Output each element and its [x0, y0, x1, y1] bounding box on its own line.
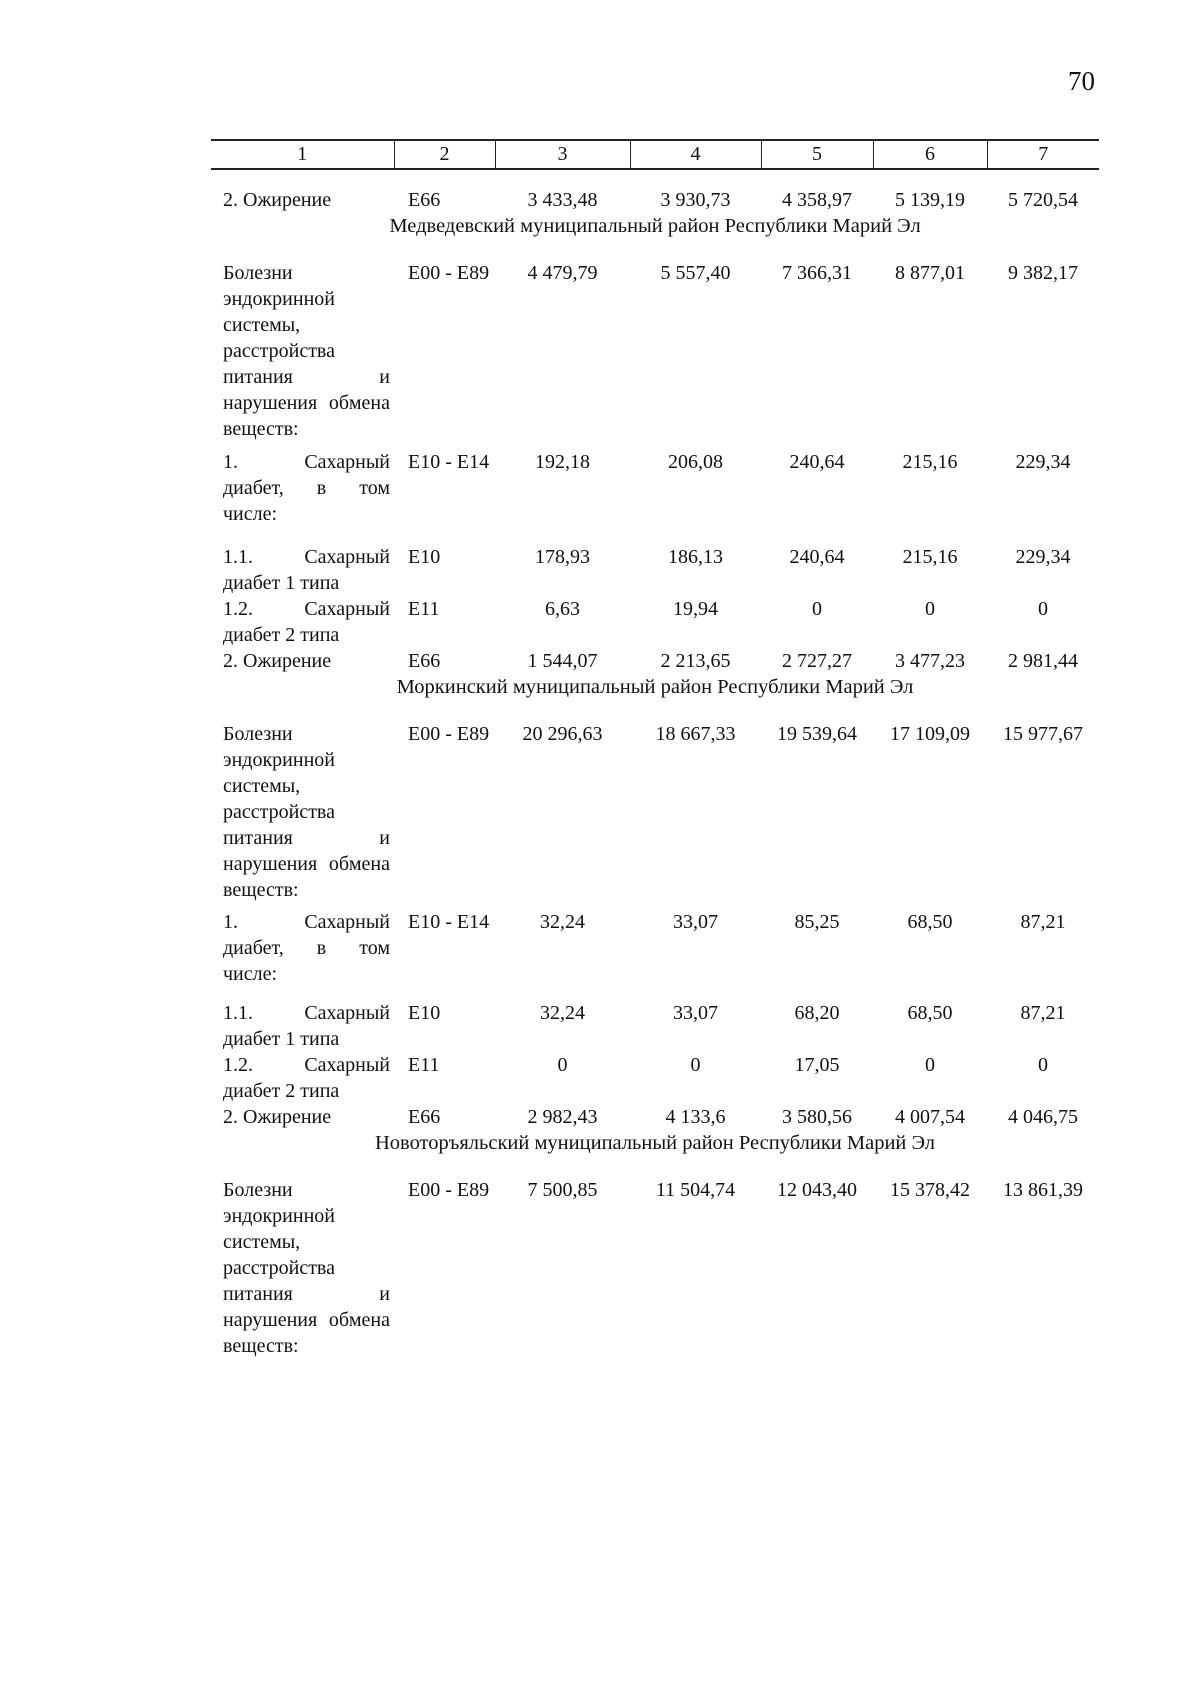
table-row [211, 169, 1099, 213]
table-row [211, 1156, 1099, 1359]
value-cell-col-6: 0 [925, 1054, 935, 1076]
value-cell-col-6: 15 378,42 [890, 1179, 970, 1201]
value-cell-col-7: 0 [1038, 1054, 1048, 1076]
table-body [211, 140, 1099, 1359]
table-row [211, 596, 1099, 648]
icd-code: E11 [408, 598, 440, 620]
value-cell-col-5: 2 727,27 [782, 650, 852, 672]
value-cell-col-3: 6,63 [545, 598, 580, 620]
value-cell-col-6: 8 877,01 [895, 262, 965, 284]
indicator-name: 2. Ожирение [223, 189, 332, 211]
value-cell-col-7: 87,21 [1020, 1002, 1066, 1024]
value-cell-col-5: 19 539,64 [777, 723, 857, 745]
icd-code: E66 [408, 1106, 441, 1128]
region-heading-row [211, 1130, 1099, 1156]
value-cell-col-4: 18 667,33 [655, 723, 736, 745]
value-cell-col-6: 3 477,23 [895, 650, 965, 672]
icd-code: E66 [408, 650, 441, 672]
icd-code: E10 [408, 546, 441, 568]
value-cell-col-5: 3 580,56 [782, 1106, 852, 1128]
value-cell-col-7: 2 981,44 [1008, 650, 1078, 672]
value-cell-col-4: 19,94 [673, 598, 718, 620]
value-cell-col-7: 5 720,54 [1008, 189, 1078, 211]
value-cell-col-6: 4 007,54 [895, 1106, 965, 1128]
value-cell-col-3: 1 544,07 [527, 650, 598, 672]
value-cell-col-5: 85,25 [794, 911, 840, 933]
value-cell-col-3: 32,24 [540, 1002, 585, 1024]
header-col-5: 5 [761, 140, 873, 169]
value-cell-col-5: 68,20 [794, 1002, 840, 1024]
value-cell-col-4: 33,07 [673, 1002, 718, 1024]
indicator-name: 1.2. Сахарный диабет 2 типа [223, 1054, 390, 1102]
icd-code: E10 [408, 1002, 441, 1024]
table-row [211, 1104, 1099, 1130]
table-row [211, 442, 1099, 527]
value-cell-col-7: 0 [1038, 598, 1048, 620]
value-cell-col-4: 4 133,6 [665, 1106, 726, 1128]
value-cell-col-5: 240,64 [789, 451, 845, 473]
value-cell-col-3: 20 296,63 [522, 723, 603, 745]
value-cell-col-6: 5 139,19 [895, 189, 965, 211]
value-cell-col-3: 7 500,85 [527, 1179, 598, 1201]
statistics-table [211, 139, 1099, 1359]
column-number-header [211, 140, 1099, 169]
value-cell-col-6: 0 [925, 598, 935, 620]
region-heading: Новоторъяльский муниципальный район Республики Марий Эл [374, 1132, 936, 1154]
table-row [211, 903, 1099, 987]
value-cell-col-3: 192,18 [535, 451, 590, 473]
region-heading: Медведевский муниципальный район Республики Марий Эл [389, 215, 921, 237]
value-cell-col-3: 32,24 [540, 911, 585, 933]
value-cell-col-7: 87,21 [1020, 911, 1066, 933]
table-row [211, 700, 1099, 903]
value-cell-col-3: 3 433,48 [527, 189, 598, 211]
value-cell-col-4: 11 504,74 [655, 1179, 736, 1201]
header-col-1: 1 [211, 140, 394, 169]
icd-code: E00 - E89 [408, 1179, 490, 1201]
icd-code: E00 - E89 [408, 723, 490, 745]
table-row [211, 239, 1099, 442]
value-cell-col-4: 2 213,65 [660, 650, 731, 672]
value-cell-col-6: 68,50 [907, 1002, 953, 1024]
value-cell-col-4: 186,13 [668, 546, 723, 568]
header-col-6: 6 [873, 140, 987, 169]
value-cell-col-4: 5 557,40 [660, 262, 731, 284]
indicator-name: 2. Ожирение [223, 1106, 332, 1128]
value-cell-col-7: 15 977,67 [1003, 723, 1083, 745]
indicator-name: Болезни эндокринной системы, расстройства питания и нарушения обмена веществ: [223, 1179, 390, 1357]
value-cell-col-7: 229,34 [1015, 546, 1071, 568]
value-cell-col-5: 4 358,97 [782, 189, 852, 211]
icd-code: E00 - E89 [408, 262, 490, 284]
indicator-name: 1.1. Сахарный диабет 1 типа [223, 546, 390, 594]
value-cell-col-7: 229,34 [1015, 451, 1071, 473]
value-cell-col-4: 33,07 [673, 911, 718, 933]
indicator-name: Болезни эндокринной системы, расстройства питания и нарушения обмена веществ: [223, 723, 390, 901]
header-col-2: 2 [394, 140, 495, 169]
region-heading-row [211, 213, 1099, 239]
value-cell-col-5: 240,64 [789, 546, 845, 568]
icd-code: E10 - E14 [408, 911, 490, 933]
table-row [211, 648, 1099, 674]
value-cell-col-6: 68,50 [907, 911, 953, 933]
indicator-name: 1.2. Сахарный диабет 2 типа [223, 598, 390, 646]
header-col-3: 3 [495, 140, 630, 169]
indicator-name: 2. Ожирение [223, 650, 332, 672]
page-number: 70 [1068, 66, 1095, 96]
indicator-name: 1. Сахарный диабет, в том числе: [223, 911, 390, 985]
table-row [211, 1052, 1099, 1104]
indicator-name: 1. Сахарный диабет, в том числе: [223, 451, 390, 525]
region-heading-row [211, 674, 1099, 700]
indicator-name: 1.1. Сахарный диабет 1 типа [223, 1002, 390, 1050]
value-cell-col-5: 12 043,40 [777, 1179, 857, 1201]
indicator-name: Болезни эндокринной системы, расстройства питания и нарушения обмена веществ: [223, 262, 390, 440]
icd-code: E11 [408, 1054, 440, 1076]
icd-code: E66 [408, 189, 441, 211]
icd-code: E10 - E14 [408, 451, 490, 473]
header-col-7: 7 [987, 140, 1099, 169]
region-heading: Моркинский муниципальный район Республики Марий Эл [396, 676, 914, 698]
value-cell-col-3: 2 982,43 [527, 1106, 598, 1128]
value-cell-col-3: 4 479,79 [527, 262, 598, 284]
value-cell-col-6: 17 109,09 [890, 723, 970, 745]
value-cell-col-3: 178,93 [535, 546, 590, 568]
value-cell-col-3: 0 [557, 1054, 568, 1076]
header-col-4: 4 [630, 140, 761, 169]
value-cell-col-4: 206,08 [668, 451, 723, 473]
value-cell-col-6: 215,16 [902, 451, 958, 473]
value-cell-col-5: 17,05 [794, 1054, 840, 1076]
value-cell-col-5: 0 [812, 598, 822, 620]
value-cell-col-5: 7 366,31 [782, 262, 852, 284]
value-cell-col-7: 4 046,75 [1008, 1106, 1078, 1128]
value-cell-col-4: 0 [690, 1054, 701, 1076]
value-cell-col-6: 215,16 [902, 546, 958, 568]
value-cell-col-4: 3 930,73 [660, 189, 731, 211]
value-cell-col-7: 13 861,39 [1003, 1179, 1083, 1201]
table-row [211, 527, 1099, 596]
value-cell-col-7: 9 382,17 [1008, 262, 1078, 284]
table-row [211, 987, 1099, 1052]
